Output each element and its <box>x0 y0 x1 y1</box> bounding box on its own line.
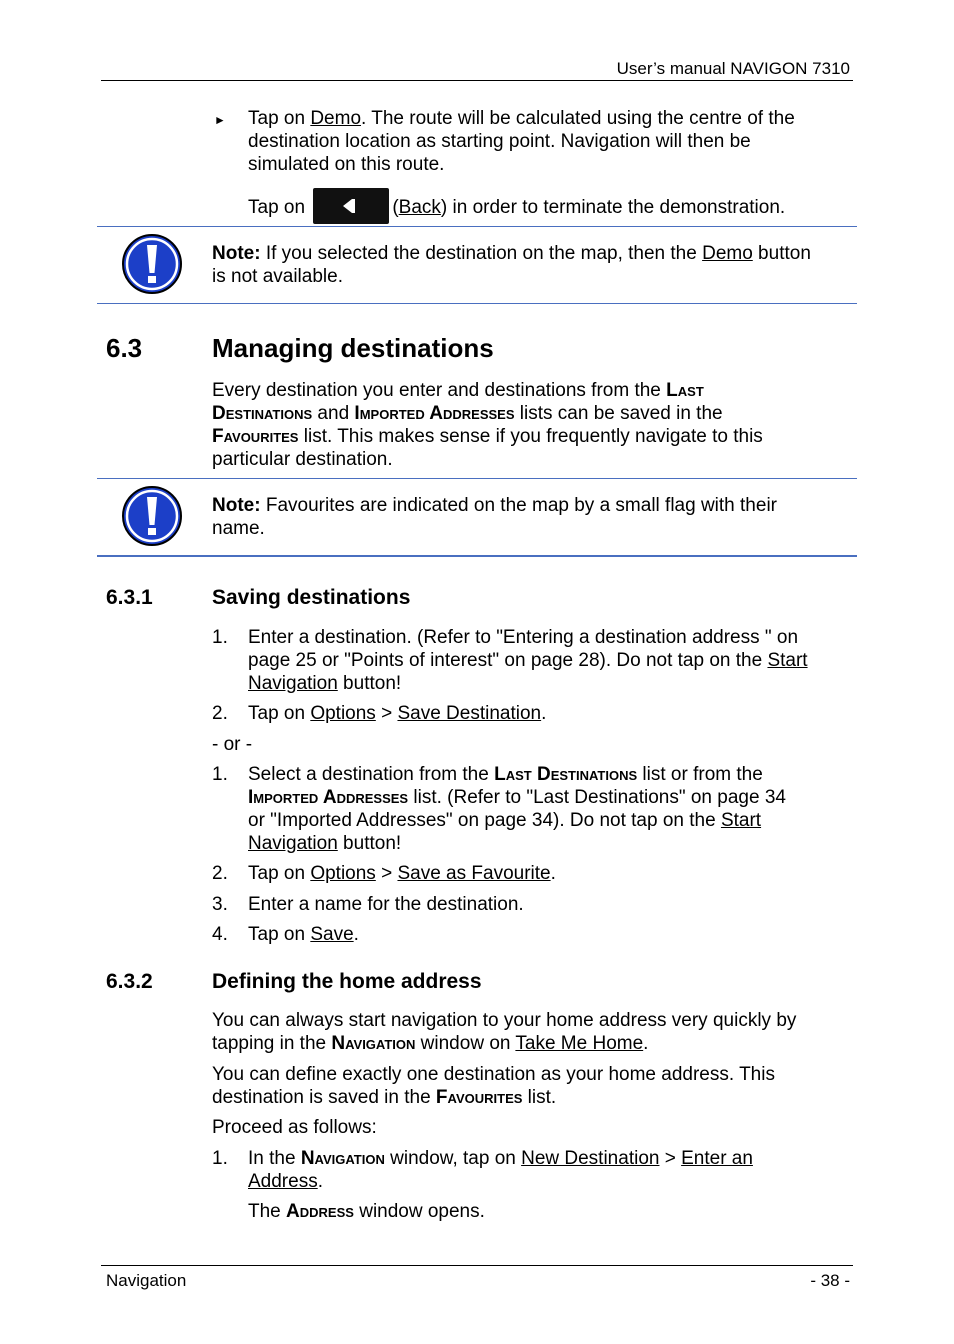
step-number: 1. <box>212 1148 228 1169</box>
step-text: Enter a destination. (Refer to "Entering a destination address " on page 25 or "Points of interest" on page 28). Do not tap on the Start Navigation button! <box>248 627 808 694</box>
options-link[interactable]: Options <box>310 863 376 884</box>
subsection-number: 6.3.1 <box>106 586 153 609</box>
header-rule <box>101 80 853 81</box>
step-text: Tap on Options > Save as Favourite. <box>248 863 556 884</box>
back-link[interactable]: Back <box>398 197 441 219</box>
save-link[interactable]: Save <box>310 924 354 945</box>
section-title: Managing destinations <box>212 333 494 363</box>
save-destination-link[interactable]: Save Destination <box>397 703 542 724</box>
note2-text: Note: Favourites are indicated on the map by a small flag with their name. <box>212 495 777 539</box>
step-text: Tap on Save. <box>248 924 359 945</box>
section-number: 6.3 <box>106 333 143 363</box>
step-text: Tap on Options > Save Destination. <box>248 703 547 724</box>
step-number: 4. <box>212 924 228 945</box>
home-paragraph-2: You can define exactly one destination as your home address. This destination is saved in the Favourites list. <box>212 1064 775 1108</box>
step-number: 1. <box>212 764 228 785</box>
note2-top-rule <box>97 478 857 479</box>
step-text: Enter a name for the destination. <box>248 894 524 915</box>
note1-bottom-rule <box>97 303 857 304</box>
demo-link[interactable]: Demo <box>310 108 362 129</box>
note1-text: Note: If you selected the destination on the map, then the Demo button is not available. <box>212 243 811 287</box>
subsection-title: Defining the home address <box>212 970 482 993</box>
home-paragraph-3: Proceed as follows: <box>212 1117 377 1138</box>
home-paragraph-1: You can always start navigation to your home address very quickly by tapping in the Navigation window on Take Me Home. <box>212 1010 797 1054</box>
options-link[interactable]: Options <box>310 703 376 724</box>
take-me-home-link[interactable]: Take Me Home <box>515 1033 644 1054</box>
subsection-title: Saving destinations <box>212 586 411 609</box>
navigation-link[interactable]: Navigation <box>248 673 338 694</box>
start-link[interactable]: Start <box>720 810 762 831</box>
navigation-link[interactable]: Navigation <box>248 833 338 854</box>
or-separator: - or - <box>212 734 253 755</box>
save-as-favourite-link[interactable]: Save as Favourite <box>397 863 551 884</box>
address-link[interactable]: Address <box>248 1171 318 1192</box>
header-title: User’s manual NAVIGON 7310 <box>616 59 850 78</box>
bullet-marker: ► <box>214 113 226 127</box>
demo-bullet-text: Tap on Demo. The route will be calculated using the centre of the destination location as starting point. Navigation will then be simulated on this route. <box>248 108 795 175</box>
enter-an-address-link[interactable]: Enter an <box>681 1148 753 1169</box>
step-number: 2. <box>212 863 228 884</box>
back-button-icon <box>313 188 389 224</box>
step-number: 2. <box>212 703 228 724</box>
step-number: 3. <box>212 894 228 915</box>
step-result-text: The Address window opens. <box>248 1201 485 1222</box>
step-number: 1. <box>212 627 228 648</box>
note2-bottom-rule <box>97 555 857 557</box>
step-text: In the Navigation window, tap on New Destination > Enter an Address. <box>248 1148 753 1192</box>
note1-top-rule <box>97 226 857 227</box>
start-link[interactable]: Start <box>767 650 808 671</box>
exclamation-note-icon <box>121 485 183 547</box>
page-number: - 38 - <box>810 1271 850 1290</box>
exclamation-note-icon <box>121 233 183 295</box>
section-paragraph: Every destination you enter and destinations from the Last Destinations and Imported Addresses lists can be saved in the Favourites list. This makes sense if you frequently navigate to this particular destination. <box>212 380 763 470</box>
step-text: Select a destination from the Last Destinations list or from the Imported Addresses list. (Refer to "Last Destinations" on page 34 or "Imported Addresses" on page 34). Do not tap on the Start Navigation button! <box>248 764 786 854</box>
footer-rule <box>101 1265 853 1266</box>
note1-demo-link[interactable]: Demo <box>702 243 753 264</box>
subsection-number: 6.3.2 <box>106 970 153 993</box>
footer-section: Navigation <box>106 1271 187 1290</box>
new-destination-link[interactable]: New Destination <box>521 1148 660 1169</box>
back-instruction: Tap on (Back) in order to terminate the demonstration. <box>248 190 848 226</box>
